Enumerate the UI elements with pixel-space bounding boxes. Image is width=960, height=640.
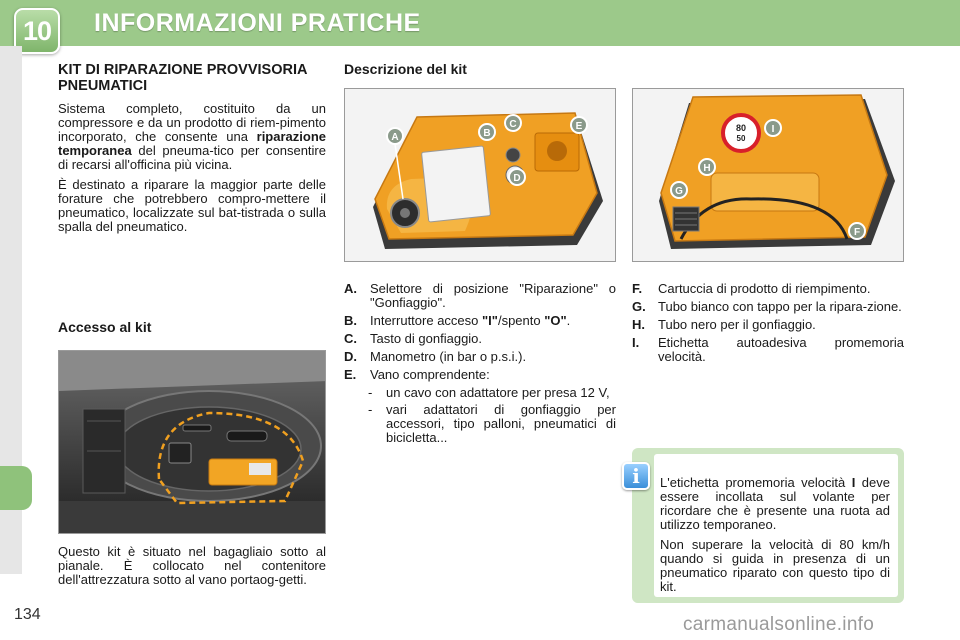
kit-bottom-illustration [633, 89, 904, 262]
list-item [344, 282, 616, 310]
speed-sticker-value-2: 50 [736, 134, 746, 143]
callout-g [671, 182, 687, 198]
info-paragraph-1 [660, 476, 890, 532]
intro-text-end: del pneuma-tico per consentire di recarsi all'officina più vicina. [58, 143, 326, 172]
access-title: Accesso al kit [58, 319, 152, 335]
chapter-number: 10 [22, 15, 52, 46]
list-item [344, 332, 616, 346]
item-text: Tubo nero per il gonfiaggio. [658, 317, 816, 332]
watermark: carmanualsonline.info [683, 614, 875, 635]
kit-list-left [344, 282, 616, 448]
page-title: INFORMAZIONI PRATICHE [94, 9, 421, 37]
item-text-off: "O" [544, 313, 567, 328]
callout-i-label: I [771, 124, 775, 135]
purpose-paragraph: È destinato a riparare la maggior parte delle forature che potrebbero compro-mettere il pneumatico, localizzate sul bat-tistrada o sulla spalla del pneumatico. [58, 177, 326, 234]
trunk-photo [58, 350, 326, 534]
item-text-on: "I" [482, 313, 498, 328]
info-text-post: deve essere incollata sul volante per ricordare che è presente una ruota ad utilizzo temporaneo. [660, 475, 890, 532]
item-key: H. [632, 317, 645, 332]
callout-g-label: G [675, 186, 683, 197]
kit-intro-column [58, 62, 326, 234]
callout-b-label: B [483, 128, 491, 139]
kit-bottom-photo [632, 88, 904, 262]
callout-a-label: A [391, 132, 399, 143]
kit-list-right [632, 282, 904, 368]
callout-h [699, 159, 715, 175]
kit-title: Descrizione del kit [344, 61, 467, 77]
sub-item-dash: - [368, 402, 373, 417]
callout-c-label: C [509, 119, 517, 130]
access-caption [58, 545, 326, 587]
callout-e [571, 117, 587, 133]
info-paragraph-2: Non superare la velocità di 80 km/h quando si guida in presenza di un pneumatico riparato con questo tipo di kit. [660, 537, 890, 594]
sub-list-item [344, 386, 616, 400]
callout-b [479, 124, 495, 140]
item-text-post: . [566, 313, 571, 328]
callout-i [765, 120, 781, 136]
list-item [632, 318, 904, 332]
info-icon: i [622, 462, 650, 490]
item-key: C. [344, 331, 357, 346]
sub-item-dash: - [368, 385, 373, 400]
item-text: Manometro (in bar o p.s.i.). [370, 349, 527, 364]
info-text-bold: I [851, 475, 856, 490]
item-text [370, 314, 616, 328]
item-text: Vano comprendente: [370, 367, 490, 382]
list-item [632, 300, 904, 314]
sub-item-text: un cavo con adattatore per presa 12 V, [386, 385, 610, 400]
item-key: A. [344, 281, 357, 296]
item-text: Tubo bianco con tappo per la ripara-zione. [658, 299, 902, 314]
list-item [344, 368, 616, 382]
item-text: Tasto di gonfiaggio. [370, 331, 483, 346]
speed-sticker-value-1: 80 [735, 123, 747, 133]
section-title: KIT DI RIPARAZIONE PROVVISORIA PNEUMATICI [58, 62, 307, 94]
kit-top-illustration [345, 89, 616, 262]
list-item [344, 314, 616, 328]
intro-text-bold: riparazione temporanea [58, 129, 326, 158]
callout-d [509, 169, 525, 185]
trunk-illustration [59, 351, 326, 534]
sub-item-text: vari adattatori di gonfiaggio per accessori, tipo palloni, pneumatici di bicicletta... [386, 402, 616, 445]
item-text-mid: /spento [497, 313, 545, 328]
intro-text-start: Sistema completo, costituito da un compressore e da un prodotto di riem-pimento incorporato, che consente una [58, 101, 326, 144]
chapter-side-tab[interactable] [0, 466, 32, 510]
item-key: D. [344, 349, 357, 364]
info-box [632, 448, 904, 603]
callout-d-label: D [513, 173, 521, 184]
speed-sticker [723, 115, 759, 151]
item-text: Selettore di posizione "Riparazione" o "Gonfiaggio". [370, 281, 616, 310]
list-item [344, 350, 616, 364]
item-key: I. [632, 335, 640, 350]
item-key: G. [632, 299, 646, 314]
callout-f-label: F [853, 227, 861, 238]
item-key: E. [344, 367, 357, 382]
callout-c [505, 115, 521, 131]
item-text-pre: Interruttore acceso [370, 313, 482, 328]
callout-e-label: E [575, 121, 583, 132]
info-text-pre: L'etichetta promemoria velocità [660, 475, 852, 490]
list-item [632, 336, 904, 364]
intro-paragraph [58, 102, 326, 172]
item-text: Etichetta autoadesiva promemoria velocità. [658, 335, 904, 364]
item-text: Cartuccia di prodotto di riempimento. [658, 281, 871, 296]
item-key: B. [344, 313, 357, 328]
list-item [632, 282, 904, 296]
callout-f [849, 223, 865, 239]
callout-h-label: H [703, 163, 711, 174]
kit-top-photo [344, 88, 616, 262]
access-caption-text: Questo kit è situato nel bagagliaio sotto al pianale. È collocato nel contenitore dell'attrezzatura sotto al vano portaog-getti. [58, 544, 326, 587]
item-key: F. [632, 281, 643, 296]
info-content [654, 454, 898, 597]
page-number: 134 [14, 606, 41, 623]
sub-list-item [344, 403, 616, 445]
